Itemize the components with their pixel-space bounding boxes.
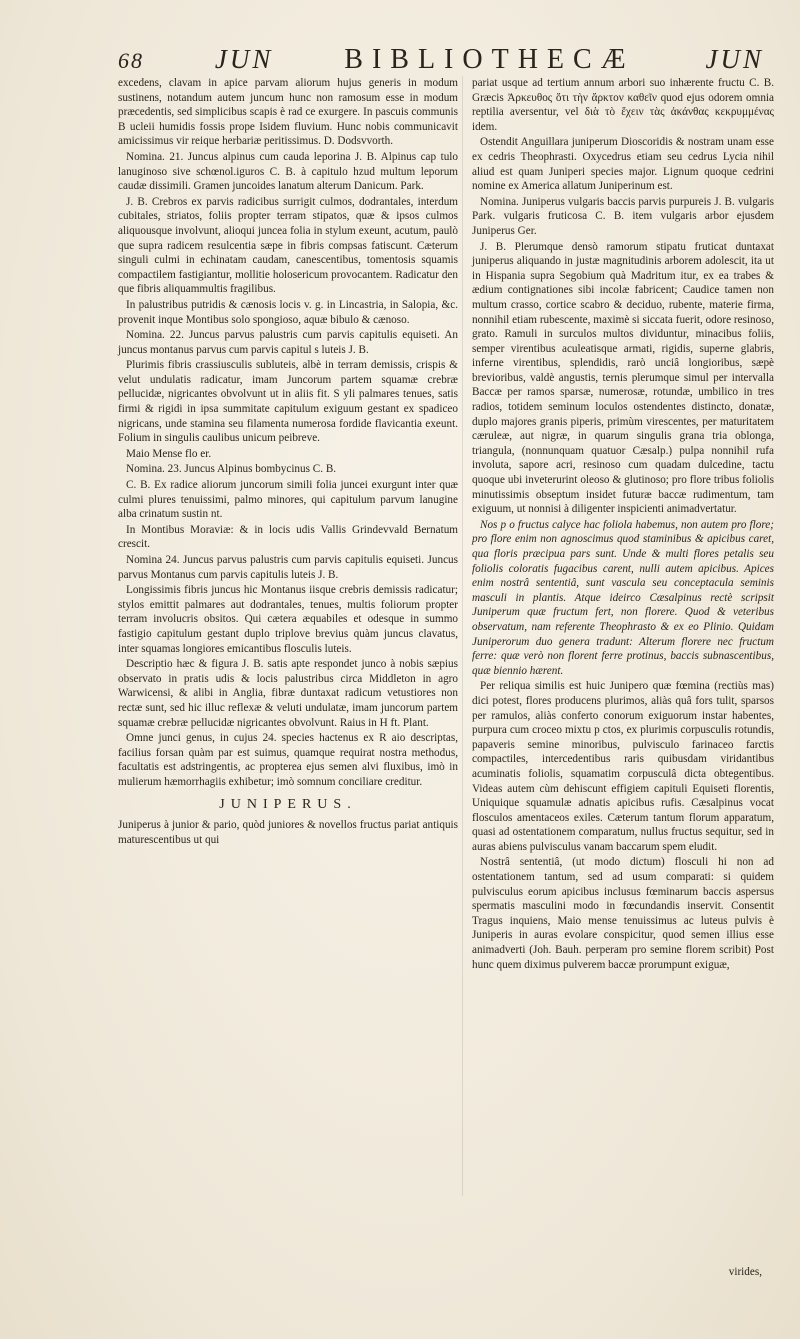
paragraph: Nomina. 21. Juncus alpinus cum cauda leporina J. B. Alpinus cap tulo lanuginoso sive schœnol.iguros C. B. à capitulo hzud multum leporum caudæ dissimili. Gramen juncoides lanatum alterum Danicum. Park. (118, 150, 458, 193)
catchword: virides, (728, 1266, 762, 1278)
paragraph: C. B. Ex radice aliorum juncorum simili folia juncei exurgunt inter quæ culmi plures tenuissimi, palmo minores, qui capitulum parvum lanugine alba crinatum sustin nt. (118, 479, 458, 521)
column-divider (462, 76, 463, 1196)
paragraph: Nostrâ sententiâ, (ut modo dictum) flosculi hi non ad ostentationem tantum, sed ad usum comparati: si quidem pulvisculus eorum apicibus inclusus fœminarum baccis aspersus spermatis masculini modo in fœcundandis inservit. Consentit Tragus inquiens, Maio mense tenuissimus ac luteus pulvis è Juniperis in auras evolare conspicitur, quod semen illius esse animadverti (Joh. Bauh. perperam pro semine florem scribit) Post hunc quem diximus pulverem baccæ prorumpunt exiguæ, (472, 856, 774, 971)
page-title: BIBLIOTHECÆ (344, 44, 635, 75)
paragraph: excedens, clavam in apice parvam aliorum hujus generis in modum sustinens, notandum autem juncum hunc non ramosum esse in modum præcedentis, sed simplicibus scapis è rad ce exurgere. In pascuis communis B ucleii humidis fossis prope Isidem fluvium. Hunc nobis communicavit amicissimus vir reique herbariæ peritissimus. D. Dodsvvorth. (118, 77, 458, 148)
paragraph: In Montibus Moraviæ: & in locis udis Vallis Grindevvald Bernatum crescit. (118, 523, 458, 551)
paragraph: Nomina. 23. Juncus Alpinus bombycinus C. B. (126, 463, 337, 476)
section-title: JUNIPERUS. (219, 796, 357, 812)
paragraph: Plurimis fibris crassiusculis subluteis, albè in terram demissis, crispis & velut undulatis radicatur, imam Juncorum partem squamæ crebræ pellucidæ, nigricantes obvolvunt ut in aliis fit. S yli palmares tenues, satis firmi & rigidi in ipsa summitate capitulum exiguum gestant ex spadiceo nigricans, unde stamina seu filamenta numerosa fordide flavicantia exeunt. Folium in singulis caulibus unicum peibreve. (118, 359, 458, 445)
paragraph: Descriptio hæc & figura J. B. satis apte respondet junco à nobis sæpius observato in pratis udis & locis palustribus circa Middleton in agro Warwicensi, & alibi in Anglia, fibræ duntaxat radicum vetustiores non rectæ sunt, sed hic illuc reflexæ & veluti undulatæ, imam juncorum partem squamæ crebræ pellucidæ nigricantes obvolvunt. Raius in H ft. Plant. (118, 658, 458, 729)
paragraph: J. B. Crebros ex parvis radicibus surrigit culmos, dodrantales, interdum cubitales, striatos, foliis propter terram stipatos, quæ & ipsos culmos aliquousque involvunt, alioqui juncea folia in stylum exeunt, acutum, paulò que supra radicem resulcentia sæpe in fibris compsas fatiscunt. Cæterum singuli culmi in echinatam caudam, canescentibus, tomentosis squamis compactilem fastigiantur, mollitie holosericum provocantem. Radicatur den que fibris aliquammultis fragilibus. (118, 195, 458, 296)
paragraph: Per reliqua similis est huic Junipero quæ fœmina (rectiùs mas) dici potest, flores producens plurimos, aliàs quâ fors tulit, sparsos per ramulos, aliàs conferto conorum exiguorum instar habentes, purpura cum croceo mixtu p ctos, ex plurimis corpusculis rotundis, papaveris semine minoribus, pulvisculo farinaceo farctis compactiles, intercedentibus raris quibusdam viridantibus acuminatis foliolis, squamatim corpusculâ dicta obtegentibus. Videas autem cùm dehiscunt effigiem capituli Equiseti florentis, Uniquique squamulæ adnatis apicibus rufis. Cæsalpinus vocat flosculos amentaceos exiles. Cæterum tantum florum apparatum, quasi ad ostentationem comparatum, nullus fructus sequitur, sed in auras abiens pulvisculus vanam baccarum spem eludit. (472, 680, 774, 853)
paragraph: Ostendit Anguillara juniperum Dioscoridis & nostram unam esse ex cedris Theophrasti. Oxycedrus etiam seu cedrus Lycia nihil aliud est quam Juniperi species major. Lignum quoque cedrini nomine ex America allatum Juniperinum est. (472, 136, 774, 193)
paragraph: In palustribus putridis & cænosis locis v. g. in Lincastria, in Salopia, &c. provenit inque Montibus solo spongioso, aquæ bibulo & cænoso. (118, 298, 458, 326)
right-column (472, 76, 774, 973)
paragraph: Longissimis fibris juncus hic Montanus iisque crebris demissis radicatur; stylos emittit palmares aut dodrantales, tenues, multis foliorum propter terram involucris obsitos. Qui cætera æquabiles et odesque in summo fastigio capitulum gestant duplo triplove brevius quàm juncus clavatus, inter squamas longiores emicantibus flosculis luteis. (118, 584, 458, 655)
paragraph: Nos p o fructus calyce hac foliola habemus, non autem pro flore; pro flore enim non agnoscimus quod staminibus & apicibus caret, qua floris præcipua pars sunt. Unde & multi flores petalis seu foliolis coloratis fugacibus carent, nulli autem apicibus. Apices enim nostrâ sententiâ, sunt vascula seu conceptacula seminis masculi in plantis. Atque ideirco Cæsalpinus rectè scripsit Juniperum quæ fructum fert, non florere. Quod & veteribus observatum, nam referente Theophrasto & ex eo Plinio. Quidam Juniperorum duo genera tradunt: Alterum florere nec fructum ferre: quæ verò non florent ferre protinus, baccis subnascentibus, quæ biennio hærent. (472, 518, 774, 677)
running-head-left: JUN (214, 44, 274, 74)
running-head-right: JUN (705, 44, 764, 74)
paragraph: J. B. Plerumque densò ramorum stipatu fruticat duntaxat juniperus aliquando in justæ magnitudinis arborem adolescit, ita ut in Hispania supra Segobium quà Madritum itur, ex ea trabes & ædium contignationes sibi incolæ fabricent; Caudice tamen non multum crasso, cortice scabro & deciduo, rubente, materie firma, nonnihil etiam rubescente, maximè si siccata fuerit, odore resinoso, grato. Ramuli in surculos multos dividuntur, minacibus foliis, semper virentibus aculeatisque armati, rigidis, superne glabris, inferne virentibus, splendidis, rarò unciâ longioribus, sæpè brevioribus, valdè angustis, ternis plerumque simul per intervalla Baccæ per ramos sparsæ, numerosæ, rotundæ, umbilico in tres radios, totidem seminum loculos ostendentes distincto, donatæ, duplo majores granis piperis, primùm virescentes, per maturitatem cæruleæ, aut nigræ, in quarum singulis grana tria oblonga, triangula, (nonnunquam quatuor Cæsalp.) pulpa nonnihil rufa involuta, sapore acri, resinoso cum quadam dulcedine, tactu quoque ubi inveterurint oleoso & glutinoso; pro flore tribus foliolis minutissimis obseptum insidet futuræ baccæ rudimentum, tam exiguum, ut nonnisi à diligenter inspicienti animadvertatur. (472, 240, 774, 516)
paragraph: Nomina. 22. Juncus parvus palustris cum parvis capitulis equiseti. An juncus montanus parvus cum parvis capitul s luteis J. B. (118, 329, 458, 356)
paragraph: Omne junci genus, in cujus 24. species hactenus ex R aio descriptas, facilius forsan quàm par est suimus, quamque requirat nostra methodus, facultatis est adstringentis, ac propterea ejus semen alvi fluxibus, imò in mulierum hæmorrhagiis exhibetur; imò somnum conciliare creditur. (118, 732, 458, 788)
paragraph: Nomina 24. Juncus parvus palustris cum parvis capitulis equiseti. Juncus parvus Montanus cum parvis capitulis luteis J. B. (118, 554, 458, 581)
paragraph: pariat usque ad tertium annum arbori suo inhærente fructu C. B. Græcis Ἀρκευθος ὅτι τὴν ἄρκτον καθεῖν quod ejus odorem omnia reptilia aversentur, vel διὰ τὸ ἔχειν τὰς ἀκάνθας κεκρυμμένας idem. (472, 77, 774, 133)
paragraph: Juniperus à junior & pario, quòd juniores & novellos fructus pariat antiquis maturescentibus ut qui (118, 819, 458, 846)
page-header (118, 44, 764, 78)
left-column (118, 76, 458, 848)
page-number: 68 (118, 48, 144, 73)
paragraph: Nomina. Juniperus vulgaris baccis parvis purpureis J. B. vulgaris Park. vulgaris fruticosa C. B. item vulgaris arbor ejusdem Juniperus Ger. (472, 195, 774, 237)
paragraph: Maio Mense flo er. (126, 447, 212, 460)
